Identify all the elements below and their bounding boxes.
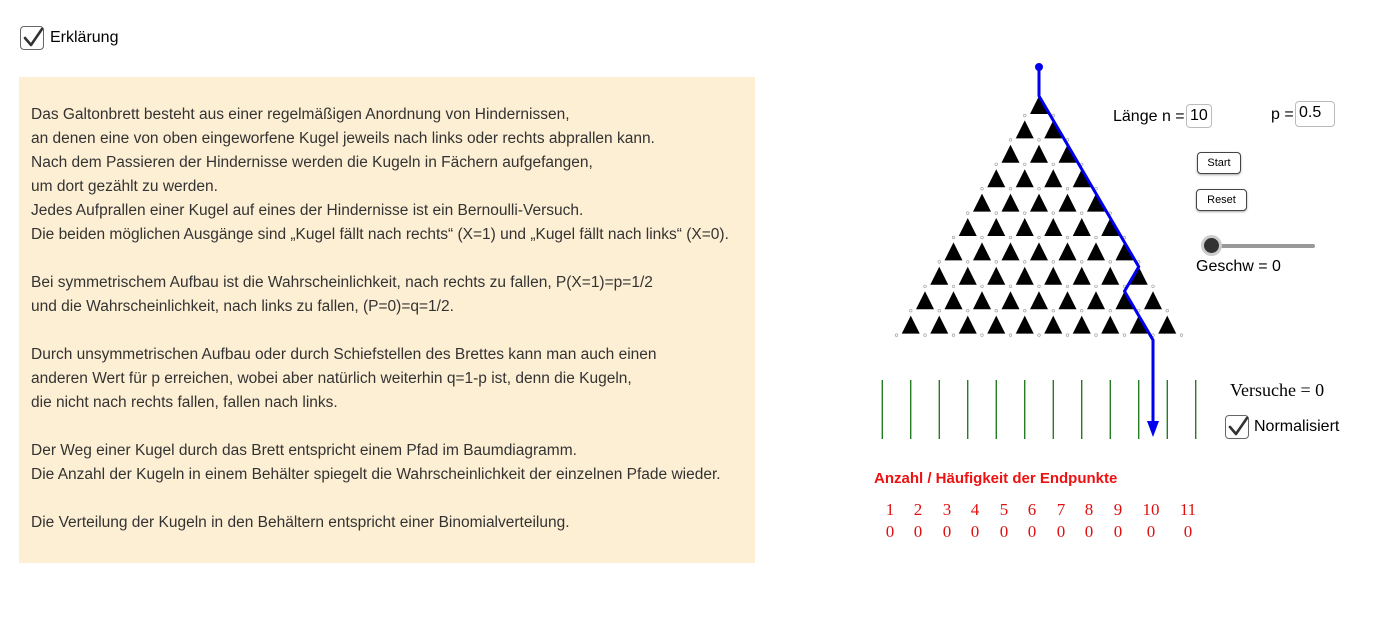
explanation-paragraph: Der Weg einer Kugel durch das Brett entspricht einem Pfad im Baumdiagramm. Die Anzahl der Kugeln in einem Behälter spiegelt die Wahrscheinlichkeit der einzelnen Pfade wieder. xyxy=(31,442,721,483)
peg xyxy=(1066,187,1069,190)
obstacle xyxy=(1073,218,1091,236)
peg xyxy=(952,236,955,239)
obstacle xyxy=(930,267,948,285)
bin-number: 3 xyxy=(942,500,952,519)
peg xyxy=(938,309,941,312)
speed-slider-handle[interactable] xyxy=(1204,238,1219,253)
obstacle xyxy=(973,194,991,212)
peg xyxy=(924,334,927,337)
obstacle xyxy=(1002,145,1020,163)
bin-number: 11 xyxy=(1179,500,1197,519)
trials-label: Versuche = 0 xyxy=(1230,380,1325,400)
bin-count: 0 xyxy=(1183,522,1193,541)
peg xyxy=(1038,334,1041,337)
peg xyxy=(1052,163,1055,166)
peg xyxy=(952,285,955,288)
start-button[interactable]: Start xyxy=(1197,152,1241,174)
obstacle xyxy=(987,267,1005,285)
peg xyxy=(1009,187,1012,190)
normalized-checkbox[interactable] xyxy=(1225,415,1249,439)
bin-count: 0 xyxy=(1084,522,1094,541)
obstacle xyxy=(902,316,920,334)
obstacle xyxy=(1002,242,1020,260)
peg xyxy=(981,236,984,239)
peg xyxy=(966,212,969,215)
p-input[interactable]: 0.5 xyxy=(1295,101,1335,127)
peg xyxy=(1152,285,1155,288)
peg xyxy=(1109,261,1112,264)
peg xyxy=(952,334,955,337)
obstacle xyxy=(973,242,991,260)
obstacle xyxy=(1016,267,1034,285)
peg xyxy=(1123,334,1126,337)
obstacle xyxy=(1016,218,1034,236)
peg xyxy=(938,261,941,264)
obstacle xyxy=(1044,267,1062,285)
obstacle xyxy=(1002,194,1020,212)
obstacle xyxy=(1016,120,1034,138)
obstacle xyxy=(1030,242,1048,260)
reset-button[interactable]: Reset xyxy=(1196,189,1247,211)
obstacle xyxy=(945,291,963,309)
bin-count: 0 xyxy=(1113,522,1123,541)
explanation-paragraph: Die Verteilung der Kugeln in den Behältern entspricht einer Binomialverteilung. xyxy=(31,514,570,531)
peg xyxy=(1066,334,1069,337)
obstacle xyxy=(1030,194,1048,212)
bin-number: 8 xyxy=(1084,500,1094,519)
obstacle xyxy=(1044,218,1062,236)
peg xyxy=(1180,334,1183,337)
peg xyxy=(1038,285,1041,288)
obstacle xyxy=(930,316,948,334)
checkmark-icon xyxy=(1227,416,1249,438)
obstacle xyxy=(959,218,977,236)
obstacle xyxy=(1158,316,1176,334)
obstacle xyxy=(1073,316,1091,334)
peg xyxy=(995,212,998,215)
explanation-paragraph: Das Galtonbrett besteht aus einer regelmäßigen Anordnung von Hindernissen, an denen eine von oben eingeworfene Kugel jeweils nach links oder rechts abprallen kann. Nach dem Passieren der Hindernisse werden die Kugeln in Fächern aufgefangen, um dort gezählt zu werden. Jedes Aufprallen einer Kugel auf eines der Hindernisse ist ein Bernoulli-Versuch. Die beiden möglichen Ausgänge sind „Kugel fällt nach rechts“ (X=1) und „Kugel fällt nach links“ (X=0). xyxy=(31,106,729,243)
obstacle xyxy=(1002,291,1020,309)
obstacle xyxy=(1144,291,1162,309)
peg xyxy=(1095,285,1098,288)
bin-count: 0 xyxy=(1027,522,1037,541)
peg xyxy=(966,309,969,312)
p-label: p = xyxy=(1271,106,1294,123)
peg xyxy=(895,334,898,337)
obstacle xyxy=(1087,242,1105,260)
peg xyxy=(981,187,984,190)
obstacle xyxy=(1016,316,1034,334)
obstacle xyxy=(987,218,1005,236)
bin-count: 0 xyxy=(999,522,1009,541)
bin-number: 1 xyxy=(885,500,895,519)
bin-count: 0 xyxy=(970,522,980,541)
peg xyxy=(1009,236,1012,239)
peg xyxy=(1066,285,1069,288)
peg xyxy=(995,163,998,166)
obstacle xyxy=(1044,169,1062,187)
bin-number: 10 xyxy=(1142,500,1160,519)
obstacle xyxy=(945,242,963,260)
peg xyxy=(966,261,969,264)
peg xyxy=(1009,139,1012,142)
normalized-checkbox-label: Normalisiert xyxy=(1254,418,1340,435)
peg xyxy=(1009,334,1012,337)
peg xyxy=(1023,114,1026,117)
obstacle xyxy=(1059,242,1077,260)
obstacle xyxy=(987,169,1005,187)
peg xyxy=(909,309,912,312)
peg xyxy=(1095,236,1098,239)
obstacle xyxy=(959,267,977,285)
obstacle xyxy=(1059,194,1077,212)
peg xyxy=(981,285,984,288)
explanation-paragraph: Bei symmetrischem Aufbau ist die Wahrscheinlichkeit, nach rechts zu fallen, P(X=1)=p=1/2 und die Wahrscheinlichkeit, nach links zu fallen, (P=0)=q=1/2. xyxy=(31,274,653,315)
peg xyxy=(1052,309,1055,312)
peg xyxy=(1038,139,1041,142)
obstacle xyxy=(1044,316,1062,334)
obstacle xyxy=(1016,169,1034,187)
peg xyxy=(1038,236,1041,239)
bin-count: 0 xyxy=(1056,522,1066,541)
bin-count: 0 xyxy=(942,522,952,541)
peg xyxy=(1066,236,1069,239)
path-arrowhead-icon xyxy=(1147,421,1159,437)
results-title: Anzahl / Häufigkeit der Endpunkte xyxy=(874,470,1118,487)
explanation-paragraph: Durch unsymmetrischen Aufbau oder durch Schiefstellen des Brettes kann man auch einen anderen Wert für p erreichen, wobei aber natürlich weiterhin q=1-p ist, denn die Kugeln, die nicht nach rechts fallen, fallen nach links. xyxy=(31,346,657,411)
peg xyxy=(1023,212,1026,215)
obstacle xyxy=(1030,145,1048,163)
peg xyxy=(981,334,984,337)
obstacle xyxy=(1087,291,1105,309)
peg xyxy=(1052,212,1055,215)
bin-number: 5 xyxy=(999,500,1009,519)
bin-count: 0 xyxy=(885,522,895,541)
length-input[interactable]: 10 xyxy=(1186,104,1212,128)
length-label: Länge n = xyxy=(1113,108,1185,125)
peg xyxy=(1023,309,1026,312)
peg xyxy=(995,309,998,312)
obstacle xyxy=(973,291,991,309)
peg xyxy=(1095,334,1098,337)
obstacle xyxy=(959,316,977,334)
peg xyxy=(1052,261,1055,264)
peg xyxy=(995,261,998,264)
bin-number: 7 xyxy=(1056,500,1066,519)
explanation-checkbox-label: Erklärung xyxy=(50,29,119,46)
ball-drop-point xyxy=(1035,63,1043,71)
peg xyxy=(1109,309,1112,312)
speed-label: Geschw = 0 xyxy=(1196,258,1281,275)
peg xyxy=(1009,285,1012,288)
speed-slider-track[interactable] xyxy=(1211,244,1315,248)
obstacle xyxy=(987,316,1005,334)
peg xyxy=(1166,309,1169,312)
bin-count: 0 xyxy=(1146,522,1156,541)
bin-number: 4 xyxy=(970,500,980,519)
peg xyxy=(1080,261,1083,264)
bin-count: 0 xyxy=(913,522,923,541)
bin-number: 9 xyxy=(1113,500,1123,519)
obstacle xyxy=(1101,316,1119,334)
peg xyxy=(1080,309,1083,312)
peg xyxy=(1023,163,1026,166)
obstacle xyxy=(1073,267,1091,285)
peg xyxy=(1038,187,1041,190)
peg xyxy=(1023,261,1026,264)
obstacle xyxy=(1030,291,1048,309)
obstacle xyxy=(916,291,934,309)
peg xyxy=(1080,212,1083,215)
peg xyxy=(924,285,927,288)
bin-number: 6 xyxy=(1027,500,1037,519)
obstacle xyxy=(1101,267,1119,285)
bin-number: 2 xyxy=(913,500,923,519)
obstacle xyxy=(1059,291,1077,309)
